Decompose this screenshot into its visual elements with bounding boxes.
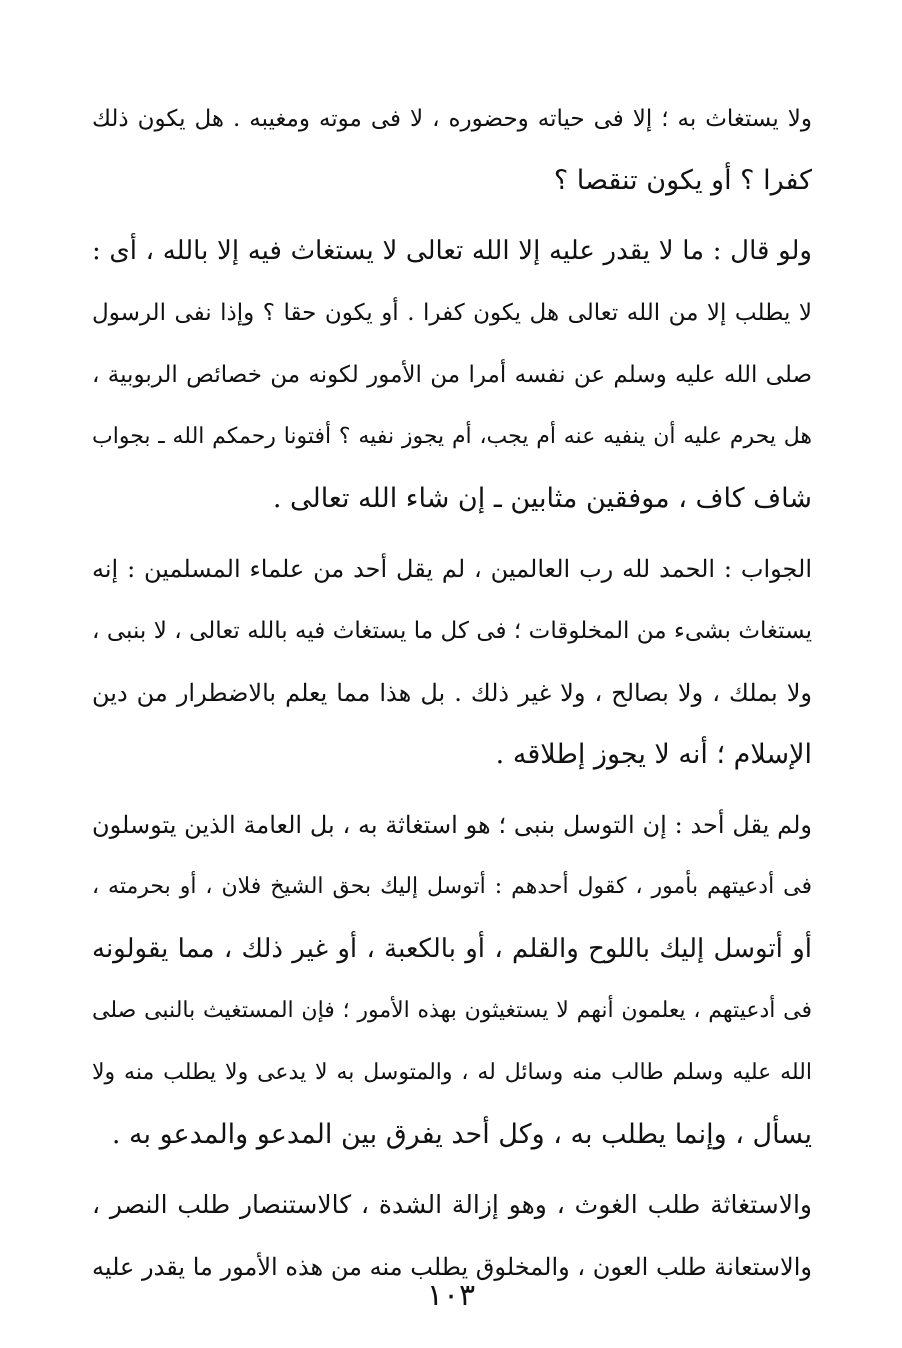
text-line: الله عليه وسلم طالب منه وسائل له ، والمتوسل به لا يدعى ولا يطلب منه ولا <box>92 1060 812 1085</box>
paragraph-1 <box>92 88 812 212</box>
text-line: لا يطلب إلا من الله تعالى هل يكون كفرا . أو يكون حقا ؟ وإذا نفى الرسول <box>92 300 812 326</box>
paragraph-3 <box>92 538 812 786</box>
text-line: فى أدعيتهم بأمور ، كقول أحدهم : أتوسل إليك بحق الشيخ فلان ، أو بحرمته ، <box>92 874 812 899</box>
text-line: شاف كاف ، موفقين مثابين ـ إن شاء الله تعالى . <box>272 483 812 514</box>
text-line: والاستغاثة طلب الغوث ، وهو إزالة الشدة ، كالاستنصار طلب النصر ، <box>92 1190 812 1219</box>
text-line: يسأل ، وإنما يطلب به ، وكل أحد يفرق بين المدعو والمدعو به . <box>111 1119 812 1150</box>
text-line: ولو قال : ما لا يقدر عليه إلا الله تعالى لا يستغاث فيه إلا بالله ، أى : <box>92 236 812 266</box>
body-text <box>92 88 812 1298</box>
text-line: صلى الله عليه وسلم عن نفسه أمرا من الأمور لكونه من خصائص الربوبية ، <box>92 362 812 388</box>
text-line: أو أتوسل إليك باللوح والقلم ، أو بالكعبة ، أو غير ذلك ، مما يقولونه <box>92 934 812 964</box>
paragraph-4 <box>92 794 812 1166</box>
text-line: ولا بملك ، ولا بصالح ، ولا غير ذلك . بل هذا مما يعلم بالاضطرار من دين <box>92 679 812 707</box>
text-line: ولا يستغاث به ؛ إلا فى حياته وحضوره ، لا فى موته ومغيبه . هل يكون ذلك <box>92 106 812 132</box>
paragraph-2 <box>92 220 812 530</box>
text-line: هل يحرم عليه أن ينفيه عنه أم يجب، أم يجوز نفيه ؟ أفتونا رحمكم الله ـ بجواب <box>92 424 812 449</box>
paragraph-gap <box>92 786 812 794</box>
text-line: ولم يقل أحد : إن التوسل بنبى ؛ هو استغاثة به ، بل العامة الذين يتوسلون <box>92 811 812 839</box>
text-line: يستغاث بشىء من المخلوقات ؛ فى كل ما يستغاث فيه بالله تعالى ، لا بنبى ، <box>92 618 812 644</box>
paragraph-gap <box>92 212 812 220</box>
page-number: ١٠٣ <box>426 1278 476 1313</box>
paragraph-gap <box>92 530 812 538</box>
text-line: والاستعانة طلب العون ، والمخلوق يطلب منه من هذه الأمور ما يقدر عليه <box>92 1253 812 1281</box>
paragraph-gap <box>92 1166 812 1174</box>
text-line: فى أدعيتهم ، يعلمون أنهم لا يستغيثون بهذه الأمور ؛ فإن المستغيث بالنبى صلى <box>92 998 812 1023</box>
text-line: كفرا ؟ أو يكون تنقصا ؟ <box>553 165 812 196</box>
text-line: الجواب : الحمد لله رب العالمين ، لم يقل أحد من علماء المسلمين : إنه <box>92 555 812 583</box>
text-line: الإسلام ؛ أنه لا يجوز إطلاقه . <box>495 739 812 770</box>
